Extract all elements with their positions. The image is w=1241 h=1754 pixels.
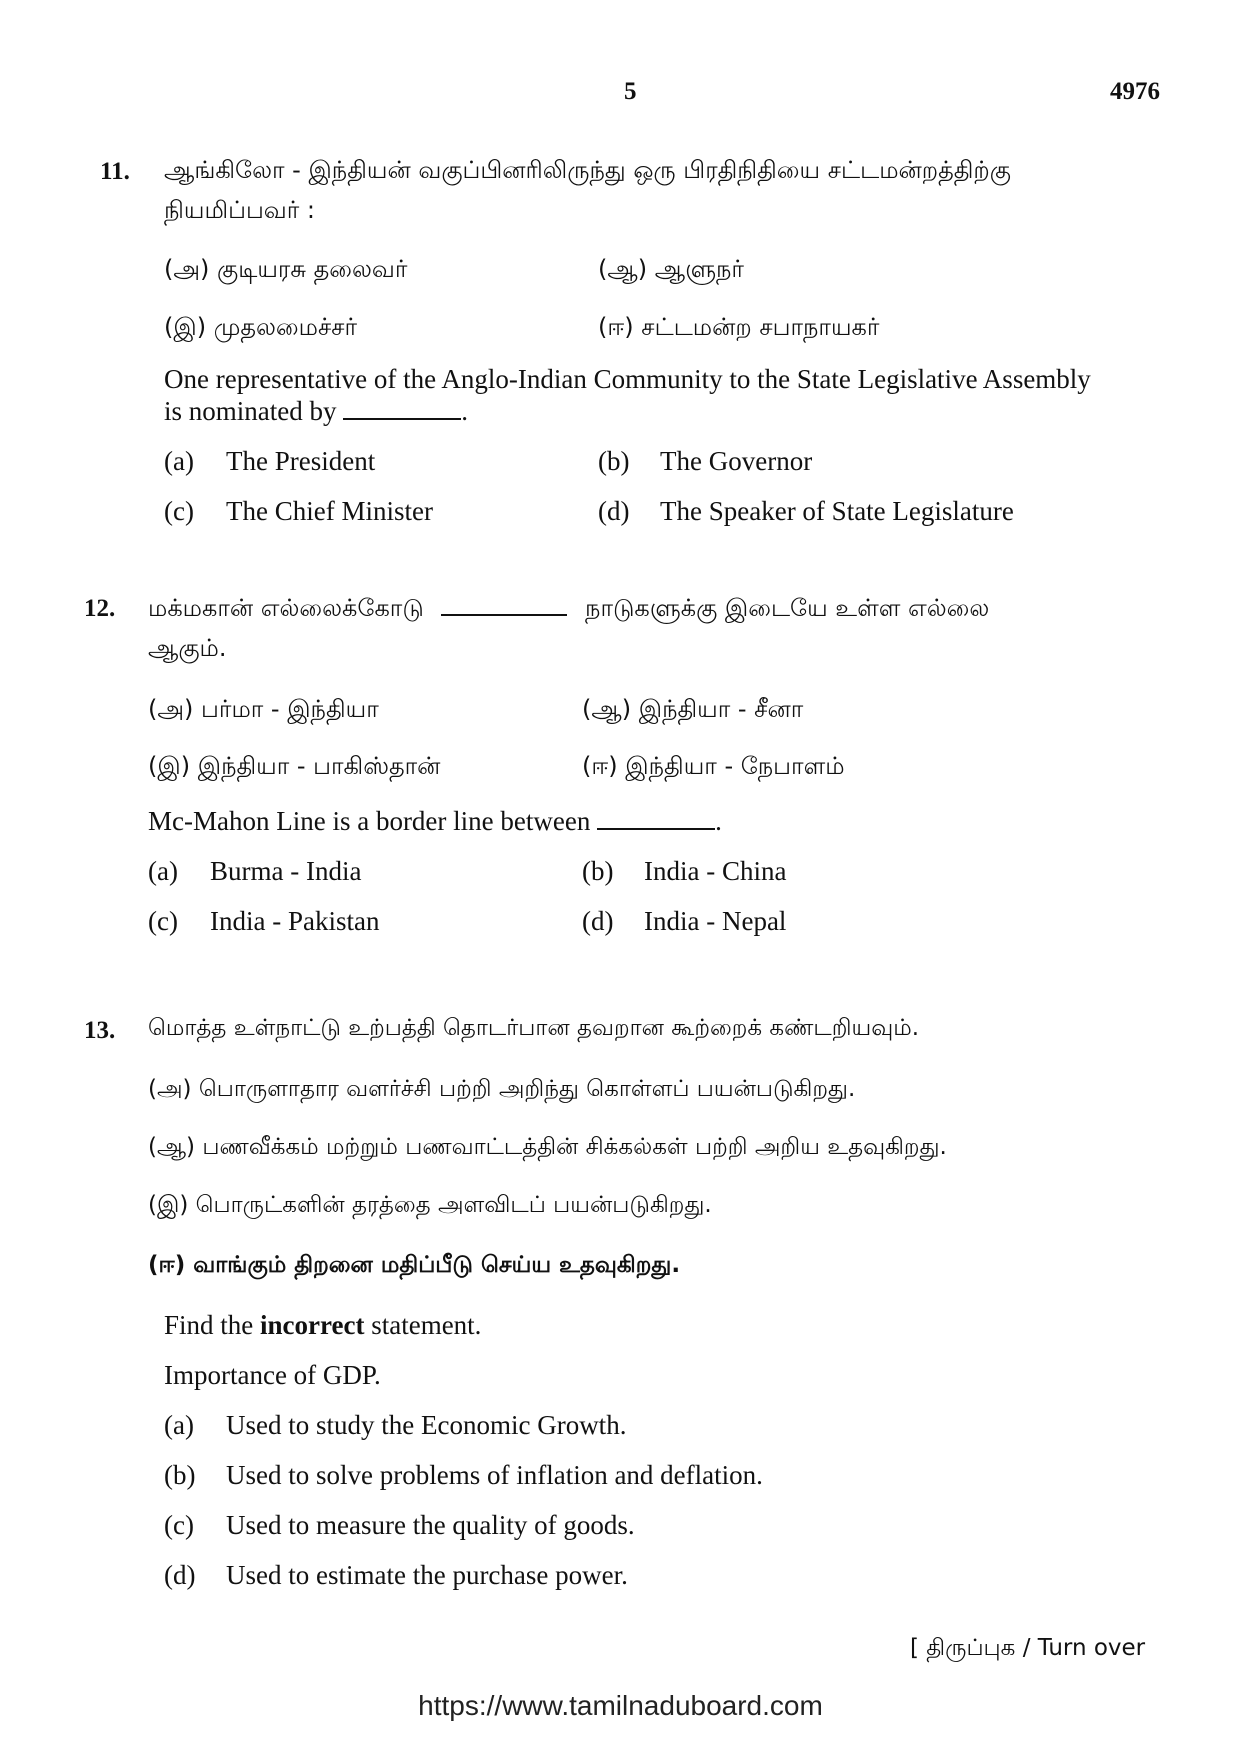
english-option xyxy=(164,1410,626,1441)
question-number: 12. xyxy=(84,595,116,622)
tamil-option xyxy=(582,752,845,783)
tamil-option xyxy=(598,255,744,286)
option-text: முதலமைச்சர் xyxy=(213,313,358,341)
tamil-option xyxy=(582,695,803,726)
option-text: The Governor xyxy=(660,446,813,476)
option-text: இந்தியா - சீனா xyxy=(638,695,804,723)
tamil-option xyxy=(148,752,440,783)
option-text: ஆளுநர் xyxy=(654,255,744,283)
english-text: statement. xyxy=(371,1310,482,1340)
option-text: குடியரசு தலைவர் xyxy=(217,255,408,283)
option-text: Used to measure the quality of goods. xyxy=(226,1510,635,1540)
source-url[interactable]: https://www.tamilnaduboard.com xyxy=(418,1690,823,1721)
english-option xyxy=(164,446,375,477)
question-tamil-line: ஆகும். xyxy=(148,634,227,662)
tamil-text: மக்மகான் எல்லைக்கோடு xyxy=(148,594,424,622)
english-option xyxy=(582,906,786,937)
english-option xyxy=(582,856,786,887)
question-number: 13. xyxy=(84,1017,116,1044)
option-text: பர்மா - இந்தியா xyxy=(201,695,379,723)
option-label: (a) xyxy=(164,1410,194,1440)
option-text: India - China xyxy=(644,856,787,886)
answer-blank xyxy=(343,417,461,420)
option-label: (d) xyxy=(164,1560,196,1590)
english-option xyxy=(148,856,361,887)
option-label: (இ) xyxy=(148,752,191,780)
question-english-line: Importance of GDP. xyxy=(164,1360,381,1390)
option-label: (ஈ) xyxy=(598,313,634,341)
option-text: The Chief Minister xyxy=(226,496,433,526)
option-label: (ஆ) xyxy=(148,1134,196,1160)
option-label: (d) xyxy=(598,496,630,526)
english-emphasis: incorrect xyxy=(260,1310,365,1340)
question-english-line xyxy=(164,396,468,427)
question-number: 11. xyxy=(100,158,130,185)
english-option xyxy=(164,1510,635,1541)
turn-over-text: [ திருப்புக / Turn over xyxy=(910,1635,1146,1661)
question-tamil-line: மொத்த உள்நாட்டு உற்பத்தி தொடர்பான தவறான கூற்றைக் கண்டறியவும். xyxy=(148,1015,920,1041)
option-label: (d) xyxy=(582,906,614,936)
option-text: Used to solve problems of inflation and deflation. xyxy=(226,1460,763,1490)
option-label: (ஈ) xyxy=(582,752,618,780)
option-label: (c) xyxy=(164,1510,194,1540)
option-label: (b) xyxy=(598,446,630,476)
option-label: (b) xyxy=(582,856,614,886)
tamil-option xyxy=(148,695,379,726)
english-end: . xyxy=(461,396,468,426)
option-label: (c) xyxy=(164,496,194,526)
option-label: (ஆ) xyxy=(598,255,648,283)
answer-blank xyxy=(597,827,715,830)
option-text: இந்தியா - பாகிஸ்தான் xyxy=(197,752,441,780)
english-end: . xyxy=(715,806,722,836)
option-text: பொருளாதார வளர்ச்சி பற்றி அறிந்து கொள்ளப் பயன்படுகிறது. xyxy=(198,1076,856,1102)
option-text: பொருட்களின் தரத்தை அளவிடப் பயன்படுகிறது. xyxy=(195,1192,712,1218)
option-label: (அ) xyxy=(148,1076,192,1102)
english-option xyxy=(598,496,1014,527)
english-option xyxy=(148,906,379,937)
tamil-option xyxy=(148,1252,680,1281)
english-option xyxy=(164,1560,628,1591)
option-text: India - Pakistan xyxy=(210,906,380,936)
option-text: Burma - India xyxy=(210,856,362,886)
tamil-option xyxy=(148,1134,947,1163)
question-tamil-line: ஆங்கிலோ - இந்தியன் வகுப்பினரிலிருந்து ஒரு பிரதிநிதியை சட்டமன்றத்திற்கு xyxy=(164,156,1011,184)
question-english-line: One representative of the Anglo-Indian Community to the State Legislative Assembly xyxy=(164,364,1091,394)
question-tamil-line xyxy=(148,594,989,625)
english-option xyxy=(598,446,812,477)
english-text: Find the xyxy=(164,1310,254,1340)
question-english-line xyxy=(148,806,722,837)
option-label: (a) xyxy=(148,856,178,886)
option-text: பணவீக்கம் மற்றும் பணவாட்டத்தின் சிக்கல்கள் பற்றி அறிய உதவுகிறது. xyxy=(202,1134,947,1160)
option-label: (இ) xyxy=(164,313,207,341)
tamil-option xyxy=(148,1076,855,1105)
paper-code: 4976 xyxy=(1110,78,1160,105)
option-label: (b) xyxy=(164,1460,196,1490)
question-tamil-line: நியமிப்பவர் : xyxy=(164,196,316,224)
option-label: (ஈ) xyxy=(148,1252,186,1278)
option-text: இந்தியா - நேபாளம் xyxy=(625,752,845,780)
question-english-line xyxy=(164,1310,481,1341)
answer-blank xyxy=(441,613,567,616)
option-label: (இ) xyxy=(148,1192,189,1218)
option-text: The President xyxy=(226,446,376,476)
option-label: (c) xyxy=(148,906,178,936)
option-label: (ஆ) xyxy=(582,695,632,723)
english-text: is nominated by xyxy=(164,396,337,426)
tamil-option xyxy=(598,313,879,344)
option-label: (அ) xyxy=(164,255,210,283)
option-text: The Speaker of State Legislature xyxy=(660,496,1014,526)
tamil-option xyxy=(164,255,407,286)
tamil-text: நாடுகளுக்கு இடையே உள்ள எல்லை xyxy=(585,594,990,622)
option-label: (a) xyxy=(164,446,194,476)
turn-over-note xyxy=(910,1632,1145,1664)
option-text: Used to estimate the purchase power. xyxy=(226,1560,628,1590)
english-option xyxy=(164,1460,763,1491)
page-number: 5 xyxy=(624,78,637,105)
tamil-option xyxy=(148,1192,712,1221)
english-text: Mc-Mahon Line is a border line between xyxy=(148,806,591,836)
tamil-option xyxy=(164,313,357,344)
option-text: India - Nepal xyxy=(644,906,787,936)
english-option xyxy=(164,496,433,527)
option-text: சட்டமன்ற சபாநாயகர் xyxy=(641,313,880,341)
option-text: Used to study the Economic Growth. xyxy=(226,1410,627,1440)
option-text: வாங்கும் திறனை மதிப்பீடு செய்ய உதவுகிறது. xyxy=(193,1252,681,1278)
option-label: (அ) xyxy=(148,695,194,723)
